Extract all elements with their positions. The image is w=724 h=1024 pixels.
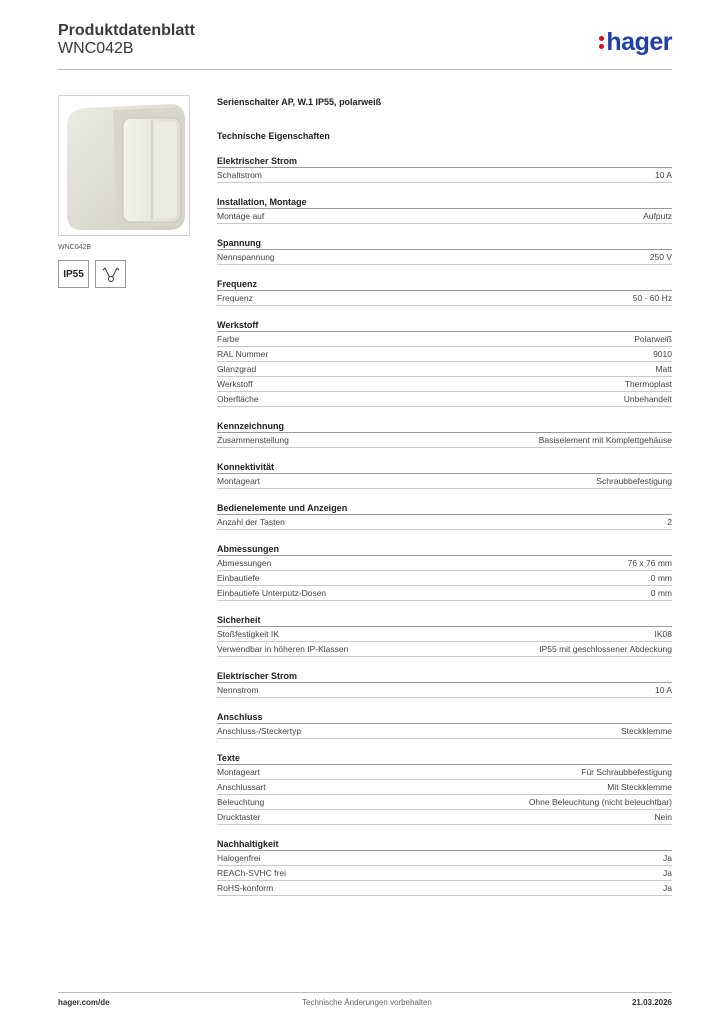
spec-section [217,421,672,448]
spec-section [217,839,672,896]
spec-section [217,197,672,224]
section-title: Frequenz [217,279,672,291]
spec-label: Anschluss-/Steckertyp [217,726,302,736]
section-title: Texte [217,753,672,765]
spec-section [217,462,672,489]
section-title: Elektrischer Strom [217,671,672,683]
spec-row [217,586,672,601]
spec-label: Montageart [217,767,260,777]
spec-section [217,279,672,306]
spec-row [217,347,672,362]
article-number: WNC042B [58,40,134,57]
spec-row [217,795,672,810]
spec-label: Stoßfestigkeit IK [217,629,279,639]
spec-row [217,780,672,795]
section-title: Elektrischer Strom [217,156,672,168]
spec-row [217,724,672,739]
spec-label: Nennstrom [217,685,259,695]
spec-row [217,433,672,448]
spec-label: Farbe [217,334,240,344]
spec-label: Abmessungen [217,558,272,568]
spec-value: Ja [663,853,672,863]
spec-label: RoHS-konform [217,883,274,893]
section-title: Spannung [217,238,672,250]
spec-row [217,392,672,407]
spec-section [217,503,672,530]
section-title: Installation, Montage [217,197,672,209]
spec-row [217,851,672,866]
spec-row [217,209,672,224]
spec-row [217,765,672,780]
section-title: Bedienelemente und Anzeigen [217,503,672,515]
spec-value: Polarweiß [634,334,672,344]
spec-value: Aufputz [643,211,672,221]
spec-row [217,474,672,489]
spec-value: 9010 [653,349,672,359]
spec-label: Halogenfrei [217,853,261,863]
header-divider [58,69,672,70]
spec-row [217,866,672,881]
logo-dots-icon [599,34,605,50]
spec-value: Nein [654,812,672,822]
spec-label: Nennspannung [217,252,275,262]
spec-label: REACh-SVHC frei [217,868,286,878]
spec-value: Ohne Beleuchtung (nicht beleuchtbar) [528,797,672,807]
spec-label: Anschlussart [217,782,266,792]
spec-label: Oberfläche [217,394,259,404]
spec-row [217,362,672,377]
spec-value: Ja [663,883,672,893]
spec-label: Zusammenstellung [217,435,289,445]
spec-section [217,544,672,601]
spec-row [217,250,672,265]
hager-logo [599,28,672,57]
spec-value: Für Schraubbefestigung [581,767,672,777]
spec-section [217,320,672,407]
spec-value: Mit Steckklemme [607,782,672,792]
technical-properties-heading: Technische Eigenschaften [217,131,330,141]
spec-label: Anzahl der Tasten [217,517,285,527]
section-title: Kennzeichnung [217,421,672,433]
product-title: Serienschalter AP, W.1 IP55, polarweiß [217,97,382,107]
spec-section [217,238,672,265]
spec-section [217,671,672,698]
spec-value: Matt [655,364,672,374]
series-switch-symbol-icon [95,260,126,288]
spec-label: Schaltstrom [217,170,262,180]
spec-label: RAL Nummer [217,349,269,359]
spec-value: 50 - 60 Hz [632,293,672,303]
footer-date: 21.03.2026 [631,998,672,1007]
spec-label: Glanzgrad [217,364,257,374]
spec-label: Drucktaster [217,812,261,822]
logo-text: hager [606,28,672,56]
spec-label: Einbautiefe Unterputz-Dosen [217,588,327,598]
spec-row [217,291,672,306]
spec-value: 0 mm [650,573,672,583]
spec-row [217,377,672,392]
spec-row [217,332,672,347]
section-title: Konnektivität [217,462,672,474]
spec-row [217,168,672,183]
section-title: Anschluss [217,712,672,724]
spec-value: 2 [667,517,672,527]
spec-row [217,642,672,657]
spec-label: Montageart [217,476,260,486]
certification-badges [58,260,126,288]
spec-value: Basiselement mit Komplettgehäuse [538,435,672,445]
spec-label: Beleuchtung [217,797,265,807]
spec-value: Ja [663,868,672,878]
spec-label: Werkstoff [217,379,253,389]
spec-value: Thermoplast [624,379,672,389]
spec-value: Steckklemme [620,726,672,736]
spec-value: 76 x 76 mm [627,558,672,568]
spec-row [217,881,672,896]
spec-section [217,156,672,183]
spec-value: Unbehandelt [623,394,672,404]
section-title: Sicherheit [217,615,672,627]
spec-label: Einbautiefe [217,573,260,583]
spec-label: Frequenz [217,293,253,303]
ip55-badge: IP55 [58,260,89,288]
section-title: Werkstoff [217,320,672,332]
product-image [58,95,190,236]
spec-value: 250 V [649,252,672,262]
footer-website: hager.com/de [58,998,110,1007]
spec-row [217,571,672,586]
footer-divider [58,992,672,993]
spec-value: IK08 [654,629,672,639]
spec-value: IP55 mit geschlossener Abdeckung [539,644,672,654]
document-header [58,22,195,58]
spec-value: 0 mm [650,588,672,598]
spec-label: Montage auf [217,211,265,221]
spec-row [217,810,672,825]
spec-row [217,515,672,530]
document-title: Produktdatenblatt [58,22,195,39]
image-caption: WNC042B [58,244,92,251]
spec-value: 10 A [654,685,672,695]
switch-image-icon [59,96,189,235]
section-title: Nachhaltigkeit [217,839,672,851]
spec-value: Schraubbefestigung [596,476,672,486]
footer-disclaimer: Technische Änderungen vorbehalten [302,998,432,1007]
spec-row [217,627,672,642]
spec-value: 10 A [654,170,672,180]
spec-row [217,556,672,571]
spec-section [217,712,672,739]
spec-row [217,683,672,698]
technical-data [217,97,672,896]
spec-section [217,753,672,825]
spec-section [217,615,672,657]
footer [58,998,672,1007]
spec-label: Verwendbar in höheren IP-Klassen [217,644,349,654]
section-title: Abmessungen [217,544,672,556]
